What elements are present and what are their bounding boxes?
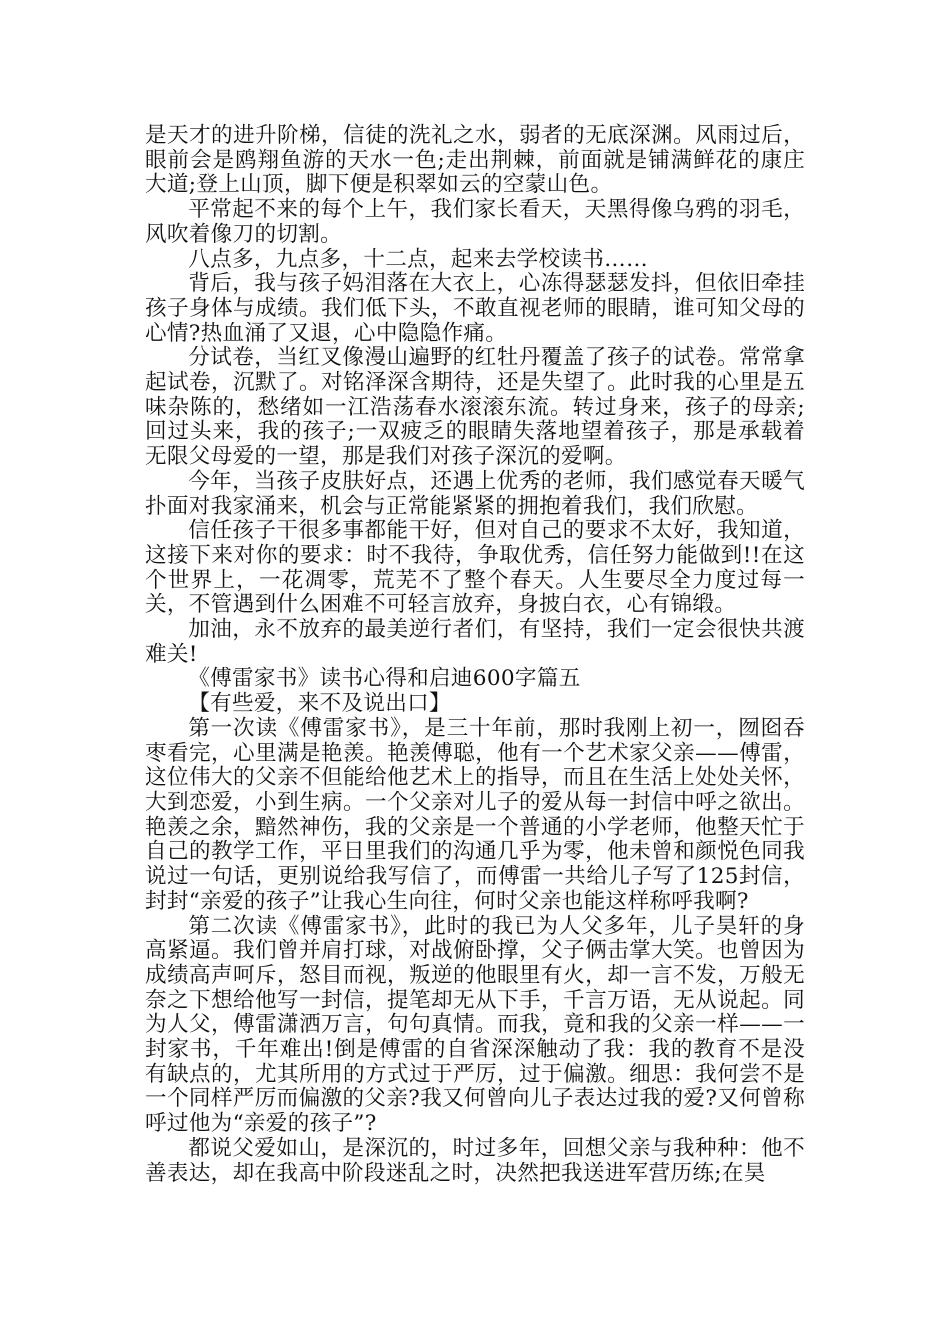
paragraph-12: 第二次读《傅雷家书》，此时的我已为人父多年，儿子昊轩的身高紧逼。我们曾并肩打球，对战俯卧撑，父子俩击掌大笑。也曾因为成绩高声呵斥，怒目而视，叛逆的他眼里有火，却一言不发，万般无奈之下想给他写一封信，提笔却无从下手，千言万语，无从说起。同为人父，傅雷潇洒万言，句句真情。而我，竟和我的父亲一样——一封家书，千年难出!倒是傅雷的自省深深触动了我：我的教育不是没有缺点的，尤其所用的方式过于严厉，过于偏激。细思：我何尝不是一个同样严厉而偏激的父亲?我又何曾向儿子表达过我的爱?又何曾称呼过他为“亲爱的孩子”? xyxy=(145,913,805,1137)
paragraph-6: 今年，当孩子皮肤好点，还遇上优秀的老师，我们感觉春天暖气扑面对我家涌来，机会与正常能紧紧的拥抱着我们，我们欣慰。 xyxy=(145,468,805,519)
paragraph-8: 加油，永不放弃的最美逆行者们，有坚持，我们一定会很快共渡难关! xyxy=(145,617,805,667)
paragraph-4: 背后，我与孩子妈泪落在大衣上，心冻得瑟瑟发抖，但依旧牵挂孩子身体与成绩。我们低下头，不敢直视老师的眼睛，谁可知父母的心情?热血涌了又退，心中隐隐作痛。 xyxy=(145,271,805,346)
section-heading: 《傅雷家书》读书心得和启迪600字篇五 xyxy=(188,666,581,692)
paragraph-7: 信任孩子干很多事都能干好，但对自己的要求不太好，我知道，这接下来对你的要求：时不我待，争取优秀，信任努力能做到!!在这个世界上，一花凋零，荒芜不了整个春天。人生要尽全力度过每一关，不管遇到什么困难不可轻言放弃，身披白衣，心有锦缎。 xyxy=(145,518,805,618)
paragraph-11: 第一次读《傅雷家书》，是三十年前，那时我刚上初一，囫囵吞枣看完，心里满是艳羡。艳羡傅聪，他有一个艺术家父亲——傅雷，这位伟大的父亲不但能给他艺术上的指导，而且在生活上处处关怀，大到恋爱，小到生病。一个父亲对儿子的爱从每一封信中呼之欲出。艳羡之余，黯然神伤，我的父亲是一个普通的小学老师，他整天忙于自己的教学工作，平日里我们的沟通几乎为零，他未曾和颜悦色同我说过一句话，更别说给我写信了，而傅雷一共给儿子写了125封信，封封“亲爱的孩子”让我心生向往，何时父亲也能这样称呼我啊? xyxy=(145,715,805,914)
paragraph-3: 八点多，九点多，十二点，起来去学校读书…… xyxy=(188,246,648,272)
document-page xyxy=(145,124,805,1186)
section-subheading: 【有些爱，来不及说出口】 xyxy=(188,691,451,717)
paragraph-2: 平常起不来的每个上午，我们家长看天，天黑得像乌鸦的羽毛，风吹着像刀的切割。 xyxy=(145,197,805,247)
paragraph-1: 是天才的进升阶梯，信徒的洗礼之水，弱者的无底深渊。风雨过后，眼前会是鸥翔鱼游的天水一色;走出荆棘，前面就是铺满鲜花的康庄大道;登上山顶，脚下便是积翠如云的空蒙山色。 xyxy=(145,123,805,198)
paragraph-13: 都说父爱如山，是深沉的，时过多年，回想父亲与我种种：他不善表达，却在我高中阶段迷乱之时，决然把我送进军营历练;在昊 xyxy=(145,1135,805,1186)
paragraph-5: 分试卷，当红叉像漫山遍野的红牡丹覆盖了孩子的试卷。常常拿起试卷，沉默了。对铭泽深含期待，还是失望了。此时我的心里是五味杂陈的，愁绪如一江浩荡春水滚滚东流。转过身来，孩子的母亲;回过头来，我的孩子;一双疲乏的眼睛失落地望着孩子，那是承载着无限父母爱的一望，那是我们对孩子深沉的爱啊。 xyxy=(145,345,805,470)
